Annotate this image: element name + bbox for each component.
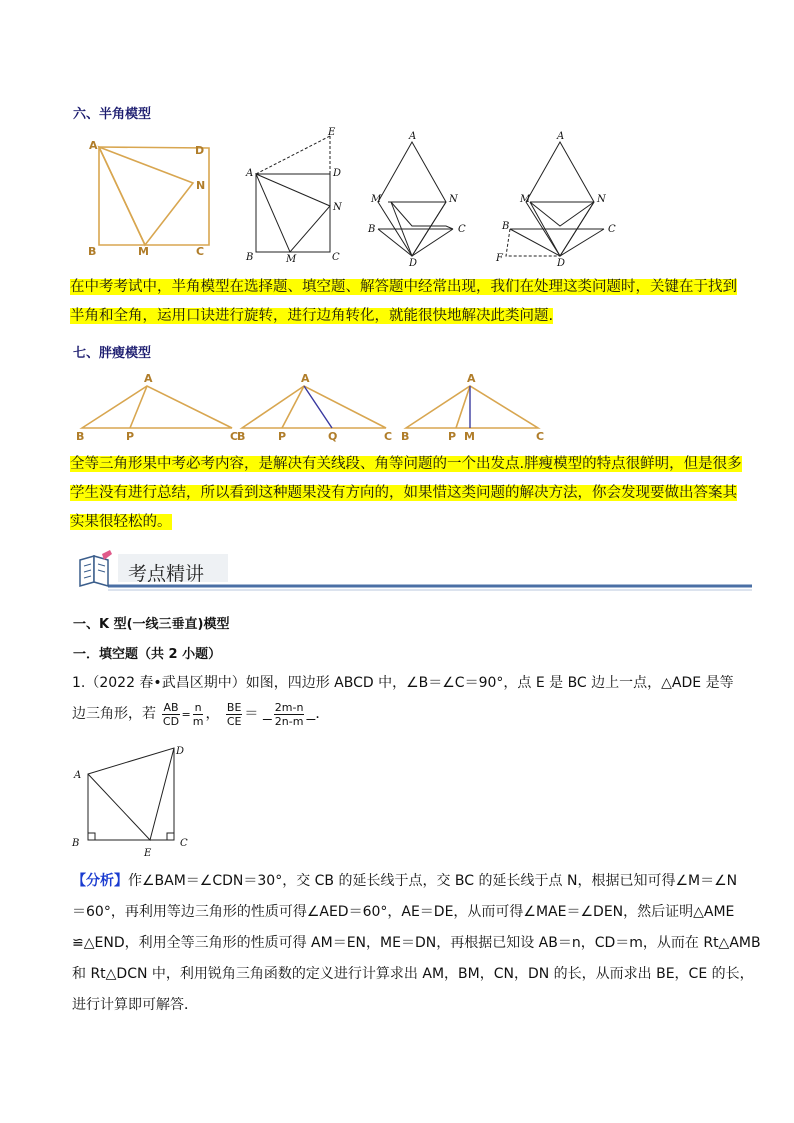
book-icon: [80, 550, 112, 586]
fig-label-C: C: [608, 224, 616, 235]
question-1-line-2: 边三角形，若 $\frac{AB}{CD}$ = $\frac{n}{m}$ ， $\frac{BE}{CE}$ ＝ $\frac{2m-n}{2n-m}$ ．: [72, 700, 330, 728]
figure-lines: [99, 147, 209, 245]
fig-label-B: B: [72, 838, 80, 849]
fig-label-A: A: [557, 131, 565, 142]
fig-label-M: M: [464, 430, 475, 443]
fig-label-B: B: [401, 430, 410, 443]
fig-label-C: C: [180, 838, 188, 849]
fig-label-A: A: [409, 131, 417, 142]
fig-label-D: D: [409, 258, 418, 269]
fig-label-C: C: [384, 430, 393, 443]
fraction-ab-cd: $\frac{AB}{CD}$: [162, 700, 180, 728]
analysis-tag: 【分析】: [72, 873, 128, 889]
half-angle-figure-3: [368, 128, 478, 269]
fig-label-E: E: [328, 127, 336, 138]
banner-title: 考点精讲: [128, 563, 205, 585]
figure-lines: [406, 386, 538, 428]
half-angle-figure-4: [496, 128, 626, 269]
fraction-answer: $\frac{2m-n}{2n-m}$: [274, 700, 304, 728]
fig-label-P: P: [278, 430, 287, 443]
fig-label-D: D: [195, 144, 205, 157]
fig-label-P: P: [448, 430, 457, 443]
fig-label-A: A: [246, 168, 254, 179]
fat-thin-figure-1: [72, 370, 252, 442]
fig-label-E: E: [144, 848, 152, 859]
figure-lines: [88, 748, 174, 840]
fat-thin-figure-3: [398, 370, 558, 442]
figure-lines: [256, 136, 330, 252]
fig-label-N: N: [449, 194, 458, 205]
fig-label-N: N: [333, 202, 342, 213]
figure-lines: [82, 386, 232, 428]
fig-label-B: B: [88, 245, 97, 258]
question-1-line-1: 1.（2022 春•武昌区期中）如图，四边形 ABCD 中，∠B＝∠C＝90°，点 E 是 BC 边上一点，△ADE 是等: [72, 675, 734, 691]
fill-blank-heading: 一．填空题（共 2 小题）: [73, 647, 222, 662]
fig-label-A: A: [301, 372, 310, 385]
fig-label-B: B: [246, 252, 254, 263]
fig-label-A: A: [89, 139, 98, 152]
answer-blank: [263, 700, 315, 728]
fig-label-F: F: [496, 253, 503, 264]
analysis-block: 【分析】作∠BAM＝∠CDN＝30°，交 CB 的延长线于点，交 BC 的延长线于点 N，根据已知可得∠M＝∠N ＝60°，再利用等边三角形的性质可得∠AED＝60°，AE＝DE，从而可得∠MAE＝∠DEN，然后证明△AME ≌△END，利用全等三角形的性质可得 AM＝EN，ME＝DN，再根据已知设 AB＝n，CD＝m，从而在 Rt△AMB 和 Rt△DCN 中，利用锐角三角函数的定义进行计算求出 AM，BM，CN，DN 的长，从而求出 BE，CE 的长， 进行计算即可解答．: [72, 873, 761, 1013]
fig-label-C: C: [536, 430, 545, 443]
fig-label-B: B: [368, 224, 376, 235]
fig-label-Q: Q: [328, 430, 338, 443]
section-heading-half-angle: 六、半角模型: [73, 107, 152, 122]
fig-label-M: M: [371, 194, 382, 205]
section-heading-fat-thin: 七、胖瘦模型: [73, 346, 152, 361]
fig-label-D: D: [333, 168, 342, 179]
figure-lines: [378, 142, 453, 256]
fig-label-A: A: [467, 372, 476, 385]
fig-label-B: B: [237, 430, 246, 443]
question-1: [72, 668, 734, 730]
fraction-be-ce: $\frac{BE}{CE}$: [226, 700, 242, 728]
fig-label-A: A: [74, 770, 82, 781]
fig-label-M: M: [138, 245, 149, 258]
k-model-heading: 一、K 型(一线三垂直)模型: [73, 617, 230, 632]
fig-label-C: C: [230, 430, 239, 443]
fig-label-D: D: [176, 746, 185, 757]
fat-thin-paragraph: 全等三角形果中考必考内容，是解决有关线段、角等问题的一个出发点.胖瘦模型的特点很鲜明，但是很多 学生没有进行总结，所以看到这种题果没有方向的，如果惜这类问题的解决方法，你会发现要做出答案其 实果很轻松的。: [70, 456, 742, 530]
fig-label-N: N: [196, 179, 206, 192]
fig-label-M: M: [286, 254, 297, 265]
fig-label-C: C: [458, 224, 466, 235]
fig-label-N: N: [597, 194, 606, 205]
question-1-figure: [70, 742, 200, 860]
half-angle-figure-1: [85, 135, 225, 257]
fig-label-C: C: [196, 245, 205, 258]
fig-label-D: D: [557, 258, 566, 269]
fig-label-B: B: [502, 221, 510, 232]
fig-label-P: P: [126, 430, 135, 443]
fat-thin-figure-2: [236, 370, 406, 442]
half-angle-paragraph: 在中考考试中，半角模型在选择题、填空题、解答题中经常出现，我们在处理这类问题时，关键在于找到 半角和全角，运用口诀进行旋转，进行边角转化，就能很快地解决此类问题.: [70, 279, 737, 324]
fig-label-M: M: [520, 194, 531, 205]
figure-lines: [242, 386, 386, 428]
fig-label-C: C: [332, 252, 340, 263]
fig-label-A: A: [144, 372, 153, 385]
fig-label-B: B: [76, 430, 85, 443]
half-angle-figure-2: [242, 126, 362, 264]
fraction-n-m: $\frac{n}{m}$: [192, 700, 204, 728]
